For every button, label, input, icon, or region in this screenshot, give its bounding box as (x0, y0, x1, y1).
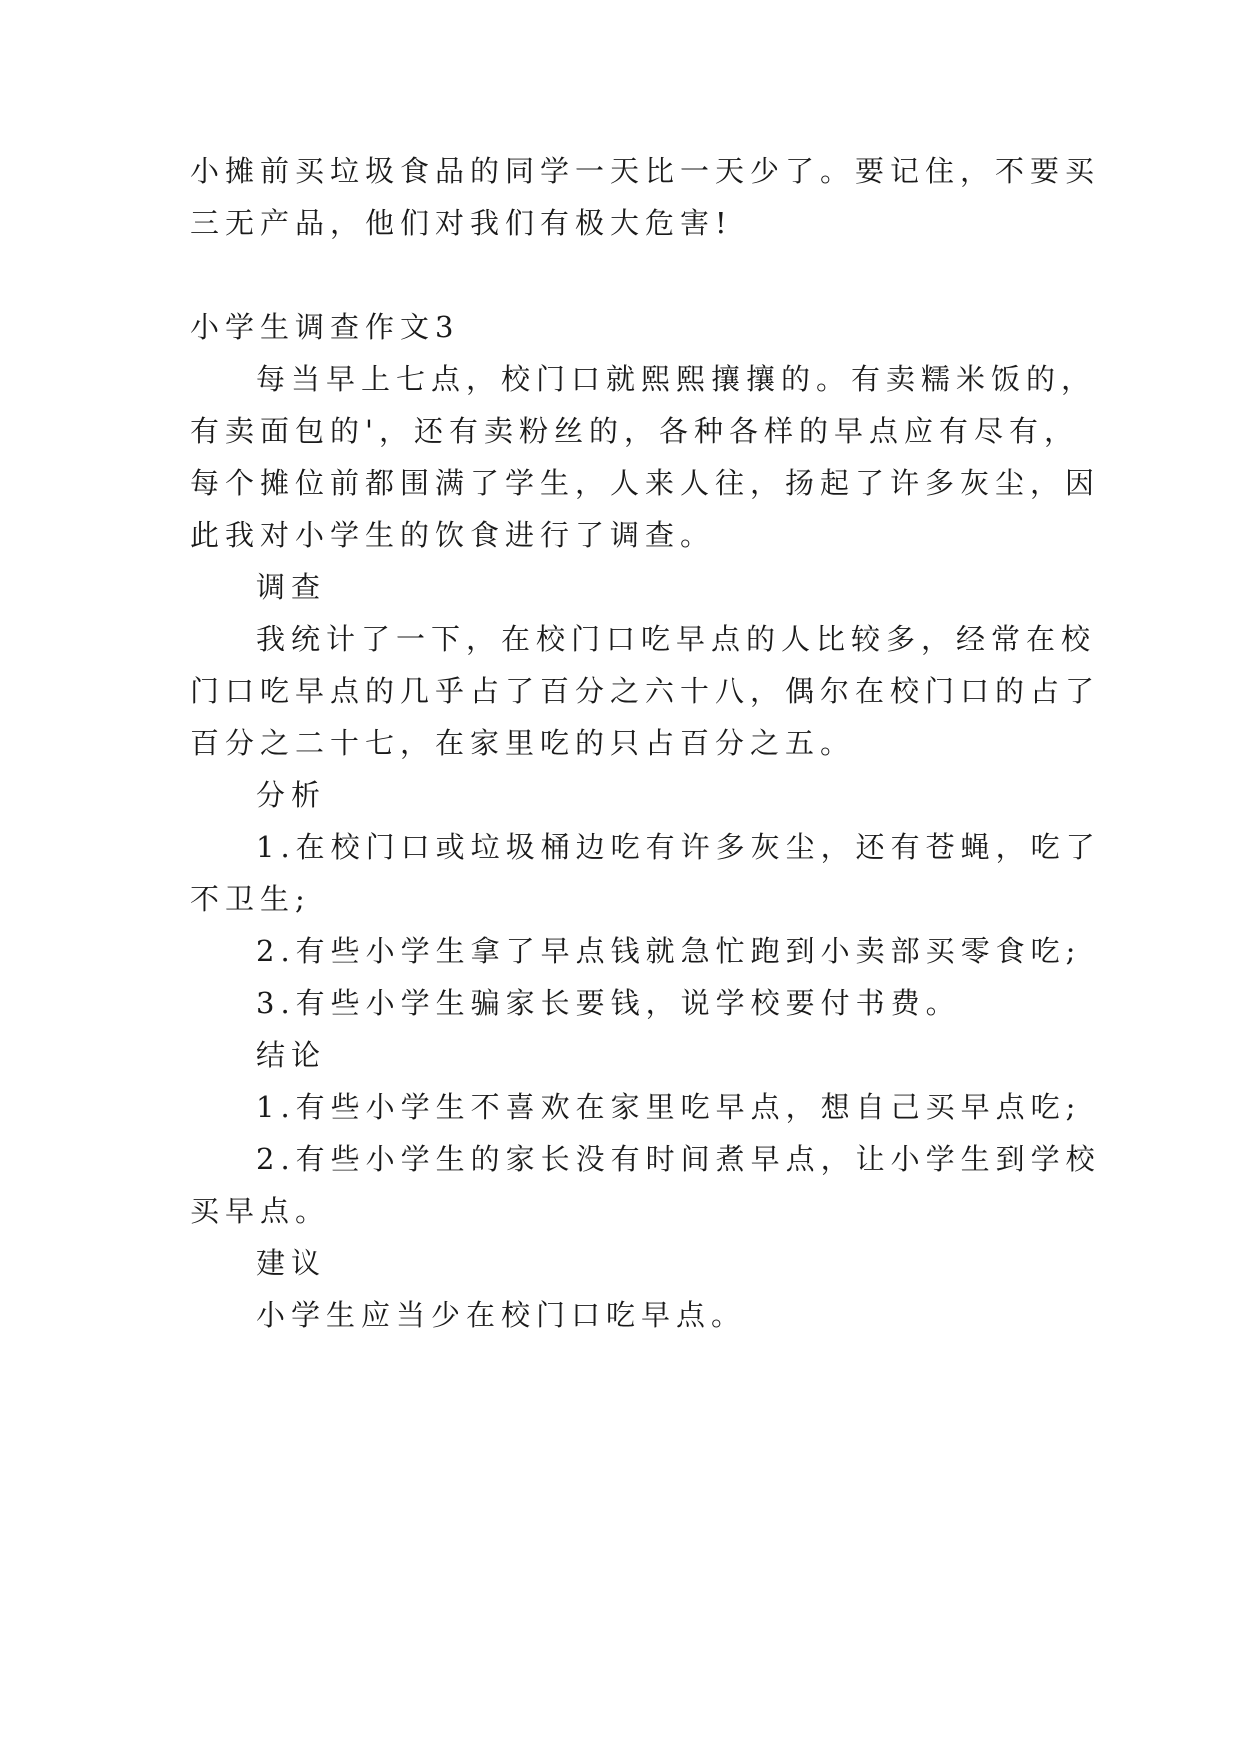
suggestion-body: 小学生应当少在校门口吃早点。 (256, 1298, 747, 1332)
intro-line-4: 此我对小学生的饮食进行了调查。 (190, 518, 716, 552)
survey-line-3: 百分之二十七，在家里吃的只占百分之五。 (190, 726, 856, 760)
survey-heading: 调查 (256, 570, 327, 604)
survey-line-2: 门口吃早点的几乎占了百分之六十八，偶尔在校门口的占了 (190, 674, 1101, 708)
conclusion-heading: 结论 (256, 1038, 327, 1072)
conclusion-item-1: 1.有些小学生不喜欢在家里吃早点，想自己买早点吃; (256, 1090, 1082, 1124)
survey-line-1: 我统计了一下，在校门口吃早点的人比较多，经常在校 (256, 622, 1097, 656)
continuation-line-2: 三无产品，他们对我们有极大危害! (190, 206, 733, 240)
suggestion-heading: 建议 (256, 1246, 327, 1280)
section-title: 小学生调查作文3 (190, 310, 460, 344)
intro-line-1: 每当早上七点，校门口就熙熙攘攘的。有卖糯米饭的， (256, 362, 1097, 396)
conclusion-item-2: 2.有些小学生的家长没有时间煮早点，让小学生到学校 (256, 1142, 1101, 1176)
analysis-item-3: 3.有些小学生骗家长要钱，说学校要付书费。 (256, 986, 961, 1020)
intro-line-3: 每个摊位前都围满了学生，人来人往，扬起了许多灰尘，因 (190, 466, 1101, 500)
analysis-heading: 分析 (256, 778, 327, 812)
continuation-line-1: 小摊前买垃圾食品的同学一天比一天少了。要记住，不要买 (190, 154, 1101, 188)
analysis-item-1-cont: 不卫生; (190, 882, 311, 916)
analysis-item-1: 1.在校门口或垃圾桶边吃有许多灰尘，还有苍蝇，吃了 (256, 830, 1101, 864)
conclusion-item-2-cont: 买早点。 (190, 1194, 331, 1228)
analysis-item-2: 2.有些小学生拿了早点钱就急忙跑到小卖部买零食吃; (256, 934, 1082, 968)
intro-line-2: 有卖面包的'，还有卖粉丝的，各种各样的早点应有尽有， (190, 414, 1079, 448)
